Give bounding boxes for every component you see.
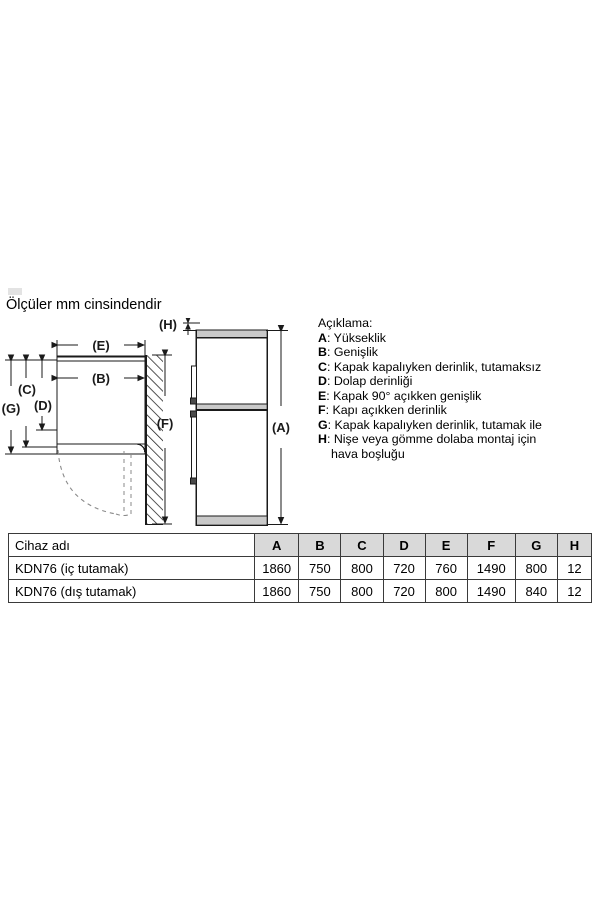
- legend-heading: Açıklama:: [318, 316, 373, 330]
- label-d: (D): [33, 398, 53, 413]
- legend-item-a: [318, 331, 598, 346]
- table-cell-d: 720: [383, 557, 425, 580]
- table-header-row: [9, 534, 592, 557]
- table-cell-g: 840: [515, 580, 557, 603]
- legend-sep-h: :: [326, 432, 334, 447]
- legend-item-c: [318, 360, 598, 375]
- legend-sep-d: :: [326, 374, 334, 389]
- table-cell-g: 800: [515, 557, 557, 580]
- table-cell-e: 760: [425, 557, 467, 580]
- table-header-f: F: [467, 534, 515, 557]
- legend-text-f: Kapı açıkken derinlik: [332, 403, 447, 418]
- table-cell-d: 720: [383, 580, 425, 603]
- table-cell-c: 800: [341, 557, 383, 580]
- legend-text-d: Dolap derinliği: [333, 374, 413, 389]
- label-b: (B): [91, 371, 111, 386]
- legend-key-b: B: [318, 345, 327, 360]
- table-cell-h: 12: [557, 557, 591, 580]
- table-header-b: B: [299, 534, 341, 557]
- legend-item-h-continuation: hava boşluğu: [331, 446, 405, 461]
- legend-sep-g: :: [327, 417, 335, 432]
- label-f: (F): [156, 416, 174, 431]
- legend-text-e: Kapak 90° açıkken genişlik: [333, 388, 482, 403]
- table-cell-h: 12: [557, 580, 591, 603]
- image-artifact: [8, 288, 22, 295]
- table-header-h: H: [557, 534, 591, 557]
- legend-item-d: [318, 374, 598, 389]
- label-c: (C): [17, 382, 37, 397]
- legend-key-e: E: [318, 388, 327, 403]
- table-cell-b: 750: [299, 557, 341, 580]
- table-cell-f: 1490: [467, 580, 515, 603]
- legend-key-f: F: [318, 403, 326, 418]
- legend-item-h: [318, 432, 598, 447]
- table-header-e: E: [425, 534, 467, 557]
- table-cell-b: 750: [299, 580, 341, 603]
- legend-item-g: [318, 418, 598, 433]
- legend-key-h: H: [318, 432, 327, 447]
- legend-sep-b: :: [326, 345, 334, 360]
- legend-text-h: Nişe veya gömme dolaba montaj için: [333, 432, 537, 447]
- label-a: (A): [271, 420, 291, 435]
- legend-key-d: D: [318, 374, 327, 389]
- dimension-drawing: [0, 318, 312, 533]
- table-row: [9, 580, 592, 603]
- legend-text-c: Kapak kapalıyken derinlik, tutamaksız: [333, 359, 542, 374]
- table-header-g: G: [515, 534, 557, 557]
- legend-sep-a: :: [326, 330, 334, 345]
- page-title: Ölçüler mm cinsindendir: [6, 297, 162, 313]
- dimensions-table: [8, 533, 592, 603]
- legend-sep-e: :: [326, 388, 334, 403]
- legend-text-a: Yükseklik: [333, 330, 386, 345]
- legend-text-g: Kapak kapalıyken derinlik, tutamak ile: [334, 417, 542, 432]
- legend-item-e: [318, 389, 598, 404]
- legend-key-g: G: [318, 417, 328, 432]
- legend-sep-f: :: [325, 403, 333, 418]
- table-header-a: A: [255, 534, 299, 557]
- table-cell-a: 1860: [255, 580, 299, 603]
- legend-sep-c: :: [326, 359, 334, 374]
- label-g: (G): [1, 401, 21, 416]
- table-cell-name: KDN76 (iç tutamak): [9, 557, 255, 580]
- table-header-d: D: [383, 534, 425, 557]
- table-cell-c: 800: [341, 580, 383, 603]
- table-cell-e: 800: [425, 580, 467, 603]
- legend-text-b: Genişlik: [333, 345, 378, 360]
- table-row: [9, 557, 592, 580]
- table-cell-f: 1490: [467, 557, 515, 580]
- legend-item-b: [318, 345, 598, 360]
- label-e: (E): [92, 338, 110, 353]
- legend-key-a: A: [318, 330, 327, 345]
- table-header-c: C: [341, 534, 383, 557]
- legend-item-f: [318, 403, 598, 418]
- table-header-name: Cihaz adı: [9, 534, 255, 557]
- legend-key-c: C: [318, 359, 327, 374]
- legend: [318, 316, 598, 461]
- table-cell-a: 1860: [255, 557, 299, 580]
- table-cell-name: KDN76 (dış tutamak): [9, 580, 255, 603]
- label-h: (H): [158, 318, 178, 332]
